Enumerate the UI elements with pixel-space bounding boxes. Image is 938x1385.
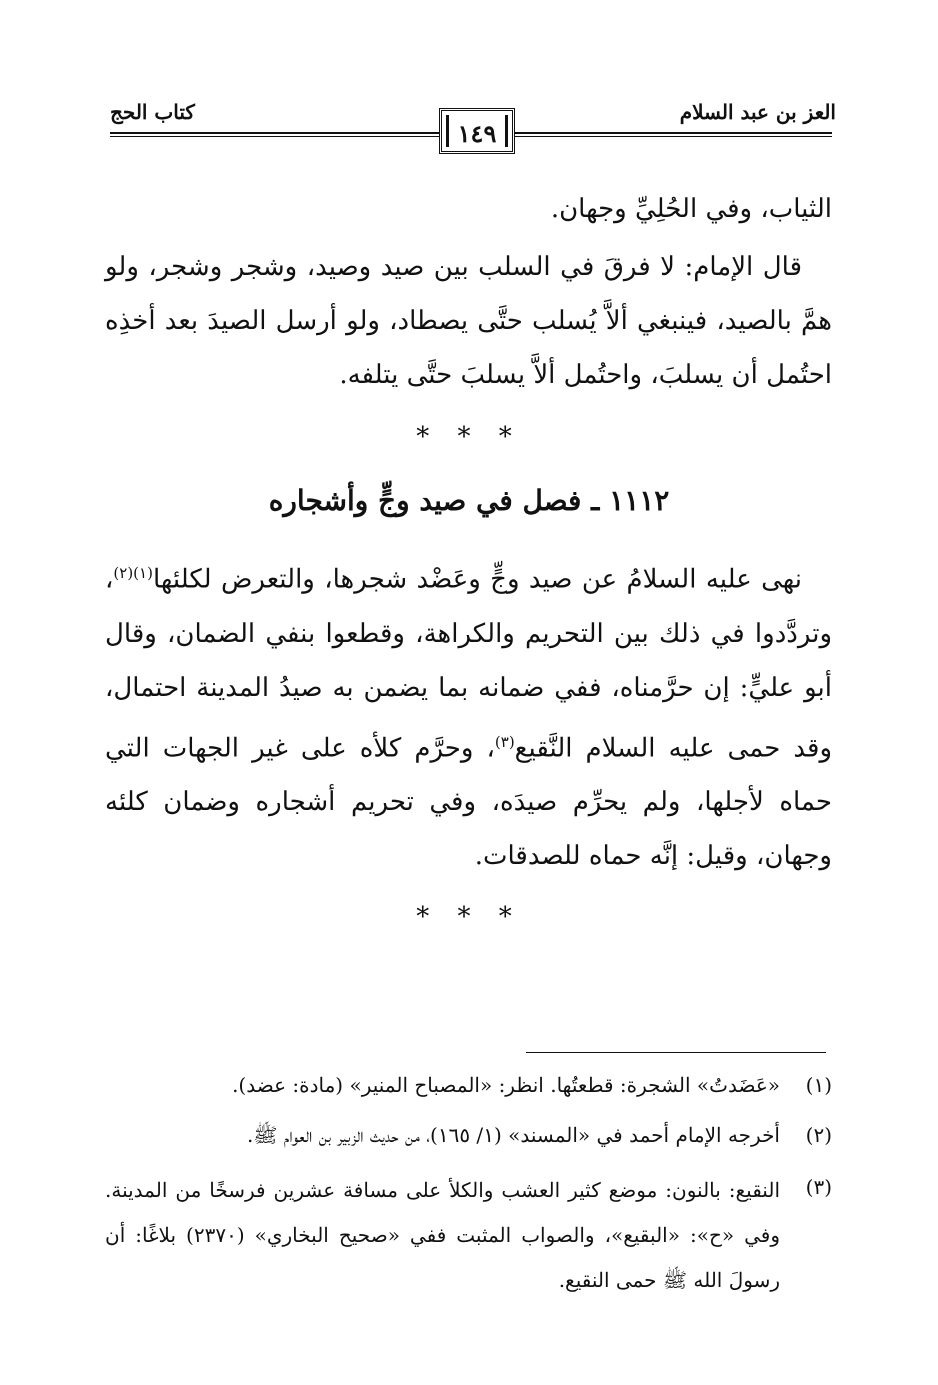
footnote-number: (٢) — [805, 1123, 832, 1147]
footnote-ref-1-2: (١)(٢) — [113, 564, 153, 582]
footnote-text: «عَضَدتُ» الشجرة: قطعتُها. انظر: «المصباح المنير» (مادة: عضد). — [232, 1073, 780, 1097]
running-header-book: كتاب الحج — [110, 100, 195, 124]
footnote-number: (٣) — [805, 1175, 832, 1199]
footnote-rule — [526, 1052, 826, 1053]
section-separator: * * * — [416, 422, 522, 452]
paragraph-text-part1: نهى عليه السلامُ عن صيد وجٍّ وعَضْد شجرها، والتعرض لكلئها — [152, 564, 802, 595]
footnote-text: النقيع: بالنون: موضع كثير العشب والكلأ على مسافة عشرين فرسخًا من المدينة. وفي «ح»: «البقيع»، والصواب المثبت ففي «صحيح البخاري» (٢٣٧٠) بلاغًا: أن رسولَ الله ﷺ حمى النقيع. — [105, 1178, 780, 1292]
paragraph-text-part2: ، وتردَّدوا في ذلك بين التحريم والكراهة، وقطعوا بنفي الضمان، وقال أبو عليٍّ: إن حرَّمناه، ففي ضمانه بما يضمن به صيدُ المدينة احتمال، وقد حمى عليه السلام النَّقيع — [105, 564, 832, 764]
section-separator-end: * * * — [416, 902, 522, 932]
paragraph-imam-saying: قال الإمام: لا فرقَ في السلب بين صيد وصيد، وشجر وشجر، ولو همَّ بالصيد، فينبغي ألاَّ يُسلب حتَّى يصطاد، ولو أرسل الصيدَ بعد أخذِه احتُمل أن يسلبَ، واحتُمل ألاَّ يسلبَ حتَّى يتلفه. — [105, 252, 832, 390]
footnote-1 — [105, 1066, 832, 1104]
section-heading: ١١١٢ ـ فصل في صيد وجٍّ وأشجاره — [268, 484, 670, 517]
paragraph-section-body — [105, 546, 832, 883]
footnote-2 — [105, 1116, 832, 1154]
running-header-author: العز بن عبد السلام — [679, 100, 836, 124]
footnote-number: (١) — [805, 1073, 832, 1097]
footnote-ref-3: (٣) — [494, 732, 515, 751]
paragraph-continuation: الثياب، وفي الحُلِيِّ وجهان. — [550, 194, 832, 224]
page-number: ١٤٩ — [457, 119, 497, 148]
footnote-text: أخرجه الإمام أحمد في «المسند» (١/ ١٦٥)، من حديث الزبير بن العوام ﷺ. — [246, 1123, 780, 1147]
paragraph-text-part3: ، وحرَّم كلأه على غير الجهات التي حماه لأجلها، ولم يحرِّم صيدَه، وفي تحريم أشجاره وضمان كلئه وجهان، وقيل: إنَّه حماه للصدقات. — [105, 733, 832, 872]
page-number-frame — [439, 108, 515, 154]
footnote-3 — [105, 1168, 832, 1303]
